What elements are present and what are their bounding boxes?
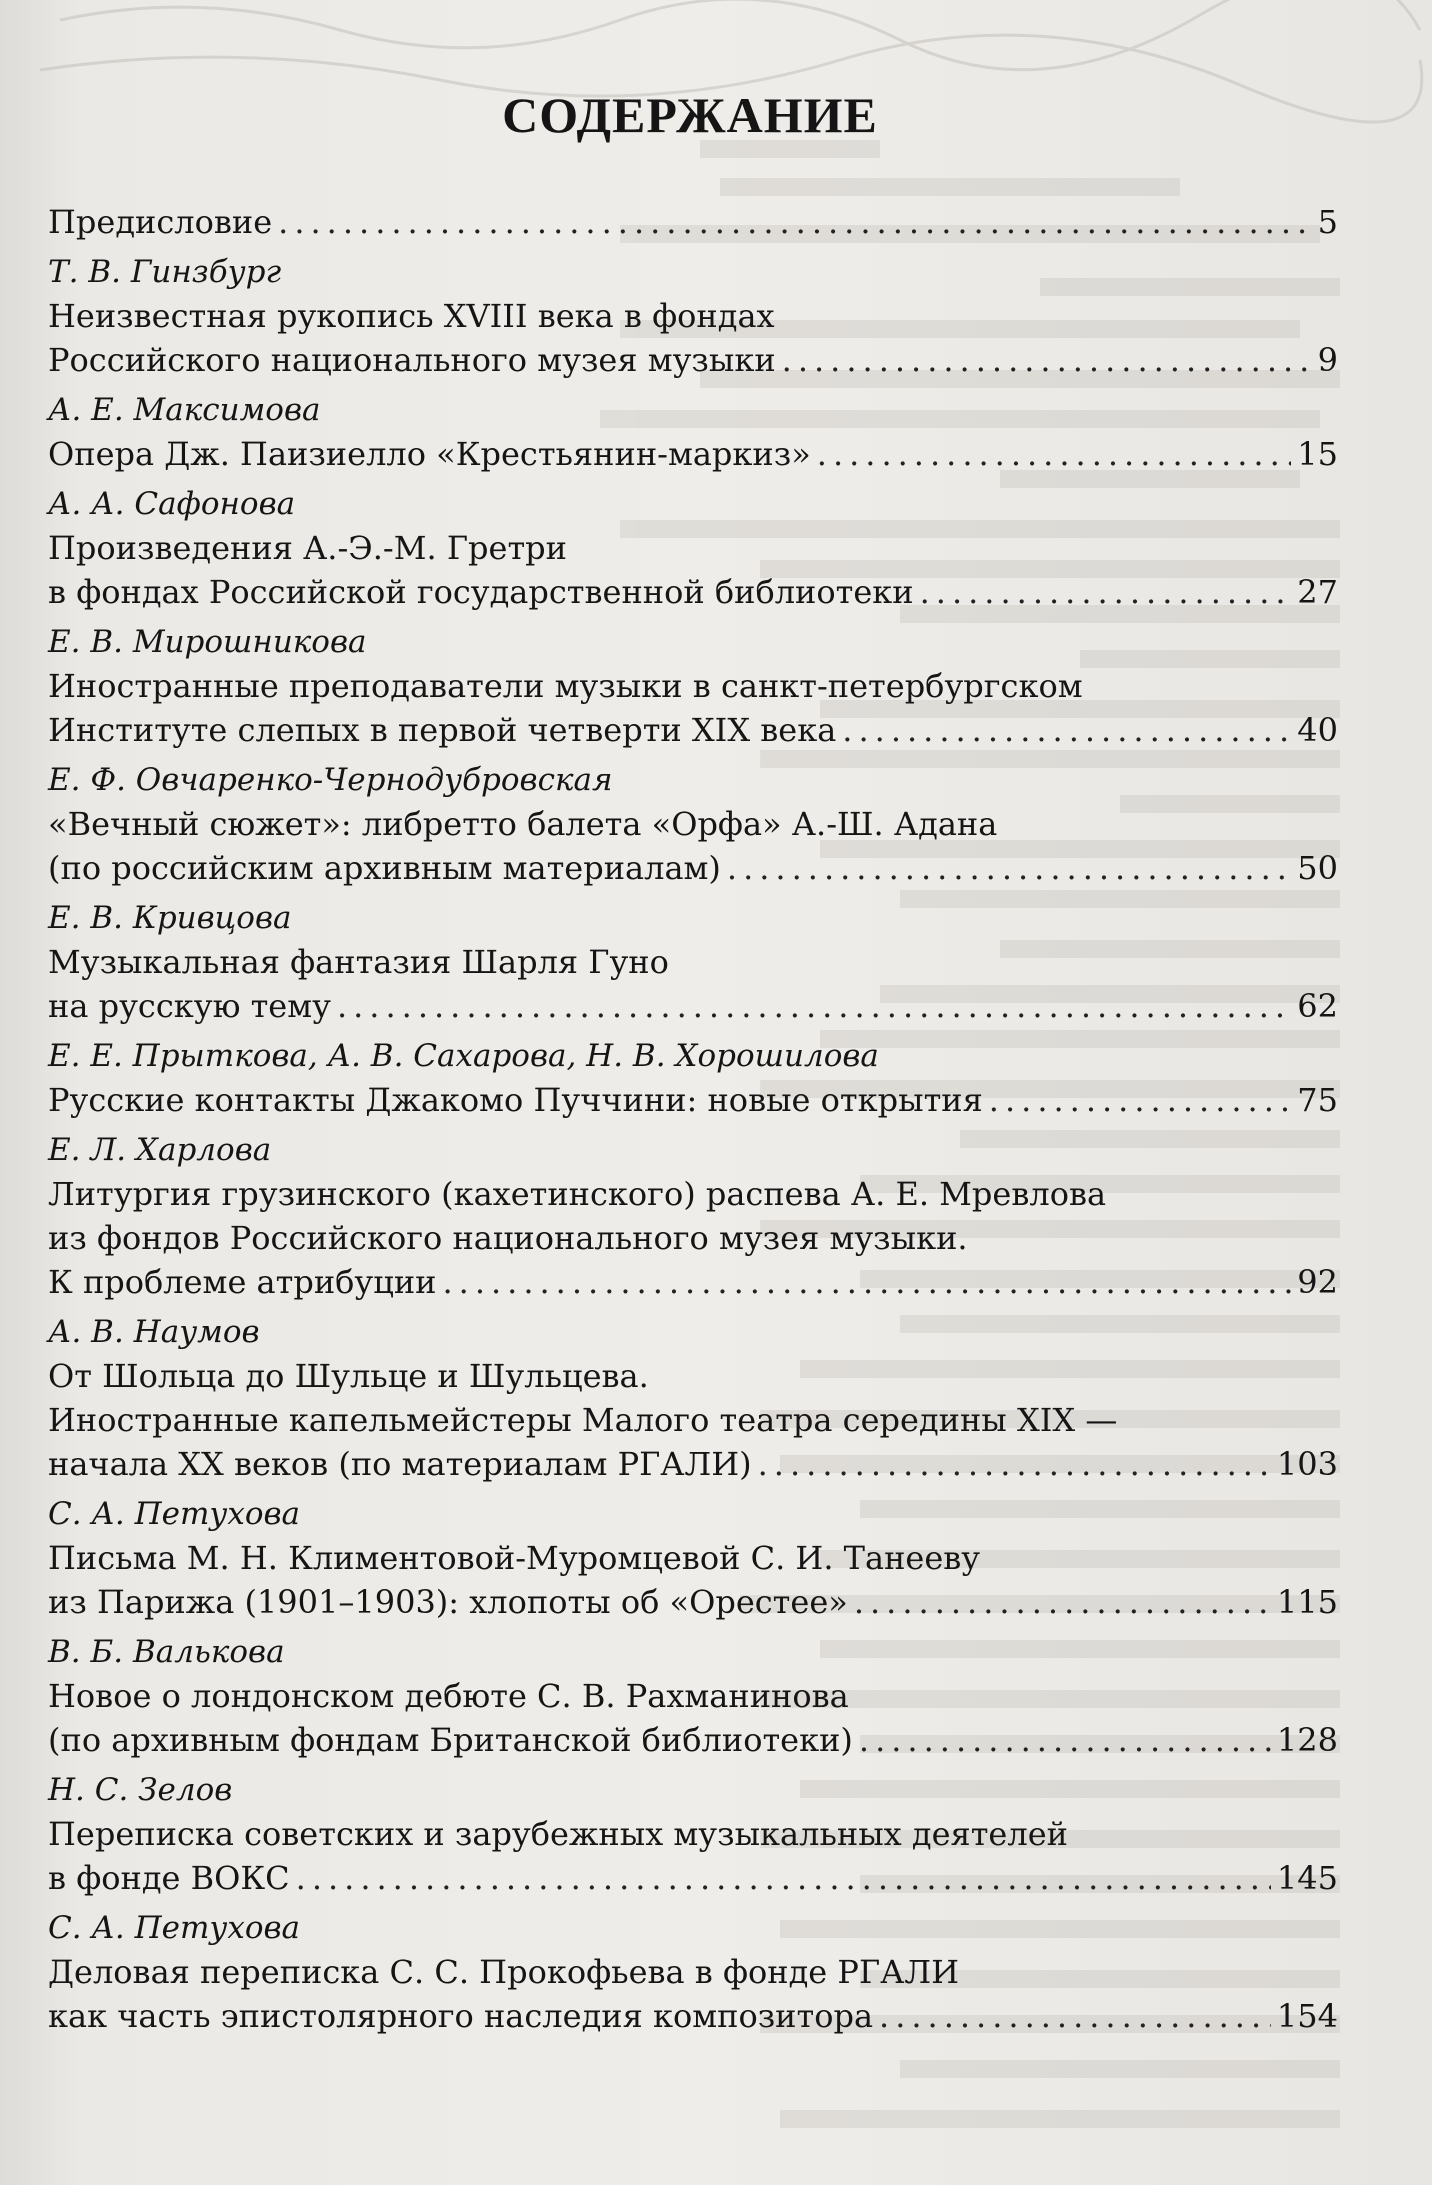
toc-entry-title-line: Литургия грузинского (кахетинского) распева А. Е. Мревлова	[48, 1175, 1107, 1213]
dot-leader	[337, 984, 1291, 1028]
toc-entry	[48, 1034, 1338, 1122]
toc-entry-title-line: Предисловие	[48, 203, 273, 241]
toc-entry-title-line: Российского национального музея музыки	[48, 341, 776, 379]
toc-entry-leader-line	[48, 708, 1338, 752]
toc-entry-title-line: из Парижа (1901–1903): хлопоты об «Орестее»	[48, 1583, 848, 1621]
toc-entry-title-line: Письма М. Н. Климентовой-Муромцевой С. И. Танееву	[48, 1539, 981, 1577]
toc-entry-leader-line	[48, 1856, 1338, 1900]
toc-entry-page-number: 5	[1317, 203, 1338, 241]
dot-leader	[758, 1442, 1271, 1486]
toc-entry-page-number: 40	[1297, 711, 1338, 749]
toc-entry-leader-line	[48, 1580, 1338, 1624]
toc-entry-leader-line	[48, 570, 1338, 614]
toc-entry-title-line: Иностранные капельмейстеры Малого театра середины XIX —	[48, 1401, 1118, 1439]
table-of-contents	[48, 200, 1338, 2038]
toc-entry-title-line: Опера Дж. Паизиелло «Крестьянин-маркиз»	[48, 435, 811, 473]
toc-entry-author: Т. В. Гинзбург	[48, 254, 282, 290]
dot-leader	[989, 1078, 1291, 1122]
toc-entry-page-number: 62	[1297, 987, 1338, 1025]
toc-entry-author: Е. Ф. Овчаренко-Чернодубровская	[48, 762, 613, 798]
dot-leader	[782, 338, 1312, 382]
toc-entry-title-line: «Вечный сюжет»: либретто балета «Орфа» А.-Ш. Адана	[48, 805, 998, 843]
toc-entry	[48, 1630, 1338, 1762]
toc-entry-author: А. В. Наумов	[48, 1314, 260, 1350]
toc-entry-author: А. Е. Максимова	[48, 392, 321, 428]
toc-entry-page-number: 92	[1297, 1263, 1338, 1301]
toc-entry	[48, 1492, 1338, 1624]
toc-entry-title-line: в фондах Российской государственной библиотеки	[48, 573, 914, 611]
toc-entry-title-line: Переписка советских и зарубежных музыкальных деятелей	[48, 1815, 1068, 1853]
dot-leader	[879, 1994, 1271, 2038]
toc-entry-title-line: Иностранные преподаватели музыки в санкт-петербургском	[48, 667, 1083, 705]
toc-entry-page-number: 15	[1297, 435, 1338, 473]
toc-entry-author: С. А. Петухова	[48, 1910, 301, 1946]
toc-entry	[48, 896, 1338, 1028]
toc-entry-author: Е. Е. Прыткова, А. В. Сахарова, Н. В. Хорошилова	[48, 1038, 879, 1074]
dot-leader	[442, 1260, 1291, 1304]
toc-entry-leader-line	[48, 1078, 1338, 1122]
toc-entry-title-line: От Шольца до Шульце и Шульцева.	[48, 1357, 649, 1395]
toc-entry	[48, 200, 1338, 244]
toc-entry-title-line: (по российским архивным материалам)	[48, 849, 721, 887]
toc-entry-leader-line	[48, 1260, 1338, 1304]
toc-entry-author: Е. В. Мирошникова	[48, 624, 367, 660]
toc-entry-page-number: 50	[1297, 849, 1338, 887]
toc-entry-title-line: как часть эпистолярного наследия композитора	[48, 1997, 874, 2035]
toc-entry	[48, 388, 1338, 476]
toc-entry	[48, 620, 1338, 752]
toc-entry-leader-line	[48, 1994, 1338, 2038]
dot-leader	[859, 1718, 1271, 1762]
toc-entry-title-line: К проблеме атрибуции	[48, 1263, 437, 1301]
toc-entry-author: С. А. Петухова	[48, 1496, 301, 1532]
toc-entry-leader-line	[48, 1442, 1338, 1486]
toc-entry-title-line: Деловая переписка С. С. Прокофьева в фонде РГАЛИ	[48, 1953, 959, 1991]
dot-leader	[296, 1856, 1271, 1900]
toc-entry-leader-line	[48, 1718, 1338, 1762]
toc-entry-title-line: Неизвестная рукопись XVIII века в фондах	[48, 297, 775, 335]
toc-entry-title-line: начала XX веков (по материалам РГАЛИ)	[48, 1445, 752, 1483]
toc-entry	[48, 1310, 1338, 1486]
toc-entry-page-number: 145	[1276, 1859, 1338, 1897]
toc-entry	[48, 1128, 1338, 1304]
dot-leader	[854, 1580, 1271, 1624]
toc-entry-author: А. А. Сафонова	[48, 486, 296, 522]
toc-entry-title-line: в фонде ВОКС	[48, 1859, 290, 1897]
toc-entry-author: Н. С. Зелов	[48, 1772, 233, 1808]
toc-entry-title-line: на русскую тему	[48, 987, 331, 1025]
dot-leader	[842, 708, 1291, 752]
toc-entry	[48, 1906, 1338, 2038]
toc-entry-page-number: 103	[1276, 1445, 1338, 1483]
toc-entry-leader-line	[48, 338, 1338, 382]
toc-entry-title-line: Музыкальная фантазия Шарля Гуно	[48, 943, 669, 981]
page-title: СОДЕРЖАНИЕ	[502, 87, 878, 143]
dot-leader	[920, 570, 1292, 614]
dot-leader	[278, 200, 1311, 244]
toc-entry-author: Е. В. Кривцова	[48, 900, 292, 936]
toc-entry-title-line: из фондов Российского национального музея музыки.	[48, 1219, 968, 1257]
toc-entry-author: Е. Л. Харлова	[48, 1132, 272, 1168]
toc-entry	[48, 250, 1338, 382]
toc-entry-leader-line	[48, 846, 1338, 890]
dot-leader	[727, 846, 1291, 890]
toc-entry-page-number: 115	[1276, 1583, 1338, 1621]
toc-entry-leader-line	[48, 200, 1338, 244]
toc-entry-title-line: (по архивным фондам Британской библиотеки)	[48, 1721, 853, 1759]
toc-entry-title-line: Произведения А.-Э.-М. Гретри	[48, 529, 567, 567]
dot-leader	[817, 432, 1292, 476]
toc-entry-leader-line	[48, 984, 1338, 1028]
toc-entry-page-number: 128	[1276, 1721, 1338, 1759]
toc-entry-page-number: 154	[1276, 1997, 1338, 2035]
toc-entry-leader-line	[48, 432, 1338, 476]
toc-entry-title-line: Институте слепых в первой четверти XIX века	[48, 711, 837, 749]
toc-entry	[48, 482, 1338, 614]
toc-entry-author: В. Б. Валькова	[48, 1634, 285, 1670]
toc-entry-page-number: 75	[1297, 1081, 1338, 1119]
toc-entry	[48, 1768, 1338, 1900]
toc-entry-title-line: Русские контакты Джакомо Пуччини: новые открытия	[48, 1081, 983, 1119]
toc-entry	[48, 758, 1338, 890]
toc-entry-page-number: 27	[1297, 573, 1338, 611]
toc-entry-page-number: 9	[1317, 341, 1338, 379]
toc-entry-title-line: Новое о лондонском дебюте С. В. Рахманинова	[48, 1677, 849, 1715]
